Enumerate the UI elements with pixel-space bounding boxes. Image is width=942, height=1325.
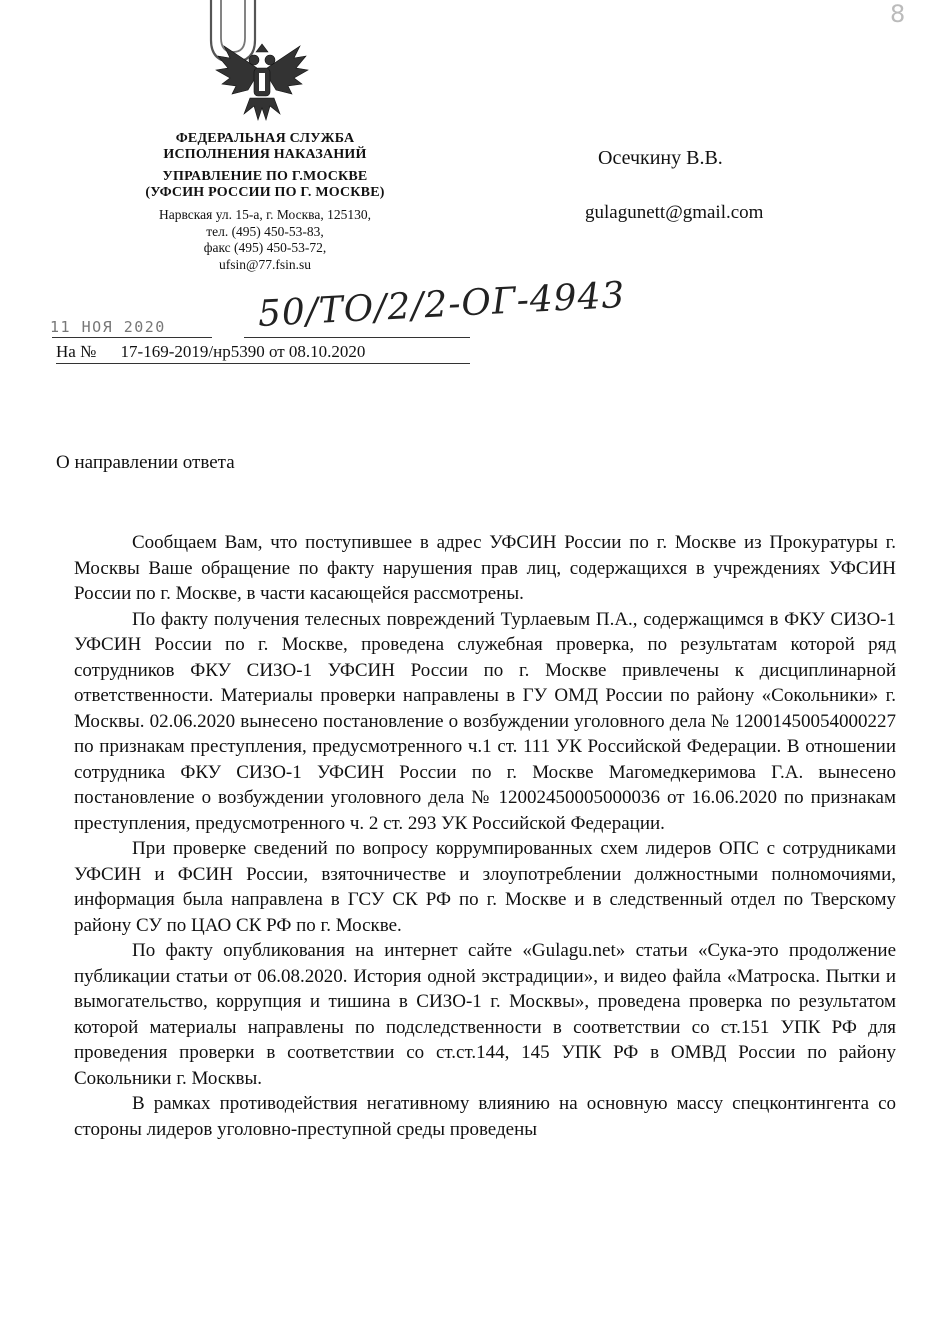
body-paragraph: При проверке сведений по вопросу коррумпированных схем лидеров ОПС с сотрудниками УФСИН и ФСИН России, взяточничестве и злоупотреблении должностными полномочиями, информация была направлена в ГСУ СК РФ по г. Москве и в следственный отдел по Тверскому району СУ по ЦАО СК РФ по г. Москве. bbox=[74, 838, 896, 936]
sender-address: Нарвская ул. 15-а, г. Москва, 125130, bbox=[159, 207, 371, 222]
sender-org-line-3: УПРАВЛЕНИЕ ПО Г.МОСКВЕ bbox=[162, 169, 368, 184]
registration-date-underline bbox=[52, 337, 212, 338]
reference-label: На № bbox=[56, 342, 97, 361]
registration-number-underline bbox=[244, 337, 470, 338]
reference-line bbox=[56, 342, 365, 362]
sender-org-line-1: ФЕДЕРАЛЬНАЯ СЛУЖБА bbox=[175, 131, 355, 146]
addressee-email: gulagunett@gmail.com bbox=[585, 202, 764, 223]
reference-number: 17-169-2019/нр5390 bbox=[120, 342, 265, 361]
registration-number-handwritten: 50/ТО/2/2-ОГ-4943 bbox=[256, 274, 627, 335]
body-paragraph: По факту получения телесных повреждений Турлаевым П.А., содержащимся в ФКУ СИЗО-1 УФСИН России по г. Москве, проведена служебная проверка, по результатам которой ряд сотрудников ФКУ СИЗО-1 УФСИН России по г. Москве привлечены к дисциплинарной ответственности. Материалы проверки направлены в ГУ ОМД России по району «Сокольники» г. Москвы. 02.06.2020 вынесено постановление о возбуждении уголовного дела № 12001450054000227 по признакам преступления, предусмотренного ч.1 ст. 111 УК Российской Федерации. В отношении сотрудника ФКУ СИЗО-1 УФСИН России по г. Москве Магомедкеримова Г.А. вынесено постановление о возбуждении уголовного дела № 12002450005000036 от 16.06.2020 по признакам преступления, предусмотренного ч. 2 ст. 293 УК Российской Федерации. bbox=[74, 608, 896, 834]
sender-email: ufsin@77.fsin.su bbox=[219, 256, 311, 272]
sender-phone: тел. (495) 450-53-83, bbox=[206, 223, 324, 239]
registration-date-stamp: 11 НОЯ 2020 bbox=[50, 318, 166, 336]
body-paragraph: Сообщаем Вам, что поступившее в адрес УФСИН России по г. Москве из Прокуратуры г. Москвы Ваше обращение по факту нарушения прав лиц, содержащихся в учреждениях УФСИН России по г. Москве, в части касающейся рассмотрены. bbox=[74, 532, 896, 604]
page-number-mark: 8 bbox=[890, 0, 906, 28]
double-headed-eagle-emblem-icon bbox=[214, 40, 310, 126]
reference-date: 08.10.2020 bbox=[288, 342, 366, 361]
sender-fax: факс (495) 450-53-72, bbox=[203, 240, 327, 255]
reference-from: от bbox=[268, 342, 285, 361]
sender-org-line-2: ИСПОЛНЕНИЯ НАКАЗАНИЙ bbox=[163, 147, 367, 162]
body-paragraph: В рамках противодействия негативному влиянию на основную массу спецконтингента со стороны лидеров уголовно-преступной среды проведены bbox=[74, 1093, 896, 1140]
letter-body bbox=[74, 530, 896, 1142]
addressee-name: Осечкину В.В. bbox=[598, 147, 723, 169]
letter-subject: О направлении ответа bbox=[56, 452, 235, 473]
body-paragraph: По факту опубликования на интернет сайте «Gulagu.net» статьи «Сука-это продолжение публикации статьи от 06.08.2020. История одной экстрадиции», и видео файла «Матроска. Пытки и вымогательство, коррупция и тишина в СИЗО-1 г. Москвы», проведена проверка по результатом которой материалы направлены по подследственности в соответствии со ст.151 УПК РФ для проведения проверки в соответствии со ст.ст.144, 145 УПК РФ в ОМВД России по району Сокольники г. Москвы. bbox=[74, 940, 896, 1089]
reference-underline bbox=[56, 363, 470, 364]
sender-block bbox=[120, 131, 410, 273]
sender-org-line-4: (УФСИН РОССИИ ПО Г. МОСКВЕ) bbox=[145, 185, 385, 200]
